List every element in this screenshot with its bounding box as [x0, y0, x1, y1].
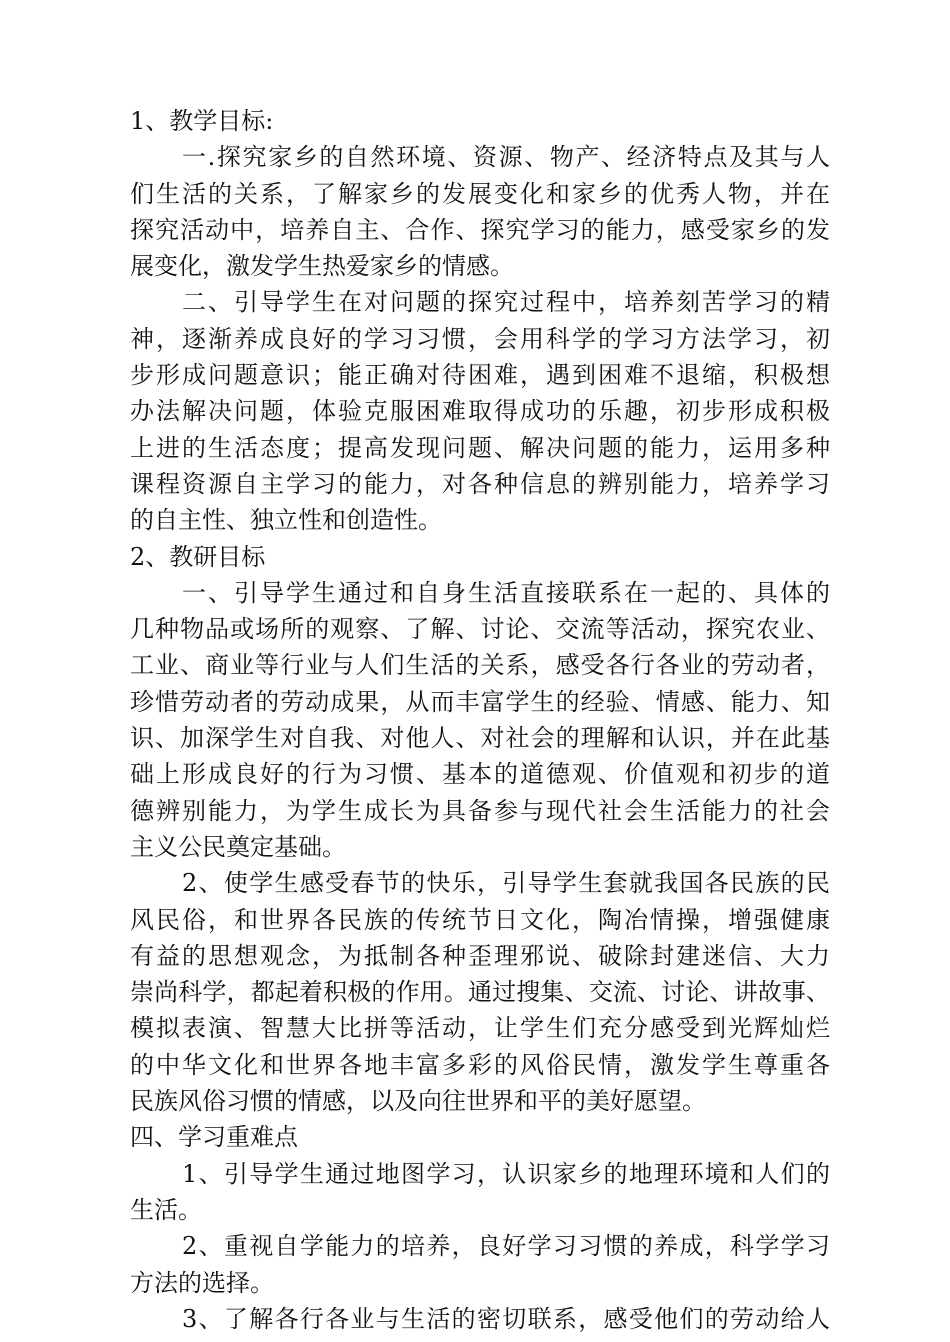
section-heading-key-difficulties: 四、学习重难点 [130, 1123, 298, 1152]
section-heading-teaching-goals: 1、教学目标: [130, 107, 274, 135]
paragraph-line: 3、了解各行各业与生活的密切联系，感受他们的劳动给人 [182, 1304, 830, 1333]
paragraph-line: 办法解决问题，体验克服困难取得成功的乐趣，初步形成积极 [130, 397, 830, 426]
paragraph-line: 识、加深学生对自我、对他人、对社会的理解和认识，并在此基 [130, 724, 830, 753]
paragraph-line: 方法的选择。 [130, 1268, 274, 1297]
paragraph-line: 德辨别能力，为学生成长为具备参与现代社会生活能力的社会 [130, 796, 830, 825]
paragraph-line: 步形成问题意识；能正确对待困难，遇到困难不退缩，积极想 [130, 361, 830, 390]
paragraph-line: 珍惜劳动者的劳动成果，从而丰富学生的经验、情感、能力、知 [130, 687, 830, 716]
paragraph-line: 模拟表演、智慧大比拼等活动，让学生们充分感受到光辉灿烂 [130, 1014, 830, 1043]
paragraph-line: 础上形成良好的行为习惯、基本的道德观、价值观和初步的道 [130, 760, 830, 789]
paragraph-line: 的中华文化和世界各地丰富多彩的风俗民情，激发学生尊重各 [130, 1050, 830, 1079]
document-body [130, 103, 830, 1337]
paragraph-line: 风民俗，和世界各民族的传统节日文化，陶冶情操，增强健康 [130, 905, 830, 934]
paragraph-line: 上进的生活态度；提高发现问题、解决问题的能力，运用多种 [130, 433, 830, 462]
paragraph-line: 的自主性、独立性和创造性。 [130, 506, 442, 535]
paragraph-line: 一.探究家乡的自然环境、资源、物产、经济特点及其与人 [182, 143, 830, 172]
paragraph-line: 主义公民奠定基础。 [130, 832, 346, 861]
section-heading-research-goals: 2、教研目标 [130, 542, 266, 571]
paragraph-line: 1、引导学生通过地图学习，认识家乡的地理环境和人们的 [182, 1159, 830, 1188]
paragraph-line: 2、使学生感受春节的快乐，引导学生套就我国各民族的民 [182, 869, 830, 898]
paragraph-line: 民族风俗习惯的情感，以及向往世界和平的美好愿望。 [130, 1087, 706, 1116]
paragraph-line: 崇尚科学，都起着积极的作用。通过搜集、交流、讨论、讲故事、 [130, 978, 830, 1007]
paragraph-line: 几种物品或场所的观察、了解、讨论、交流等活动，探究农业、 [130, 615, 830, 644]
paragraph-line: 有益的思想观念，为抵制各种歪理邪说、破除封建迷信、大力 [130, 941, 830, 970]
paragraph-line: 展变化，激发学生热爱家乡的情感。 [130, 252, 514, 281]
paragraph-line: 2、重视自学能力的培养，良好学习习惯的养成，科学学习 [182, 1232, 830, 1261]
paragraph-line: 课程资源自主学习的能力，对各种信息的辨别能力，培养学习 [130, 469, 830, 498]
paragraph-line: 神，逐渐养成良好的学习习惯，会用科学的学习方法学习，初 [130, 324, 830, 353]
paragraph-line: 探究活动中，培养自主、合作、探究学习的能力，感受家乡的发 [130, 215, 830, 244]
paragraph-line: 二、引导学生在对问题的探究过程中，培养刻苦学习的精 [182, 288, 830, 317]
paragraph-line: 们生活的关系，了解家乡的发展变化和家乡的优秀人物，并在 [130, 179, 830, 208]
paragraph-line: 工业、商业等行业与人们生活的关系，感受各行各业的劳动者， [130, 651, 830, 680]
paragraph-line: 生活。 [130, 1195, 202, 1224]
paragraph-line: 一、引导学生通过和自身生活直接联系在一起的、具体的 [182, 578, 830, 607]
